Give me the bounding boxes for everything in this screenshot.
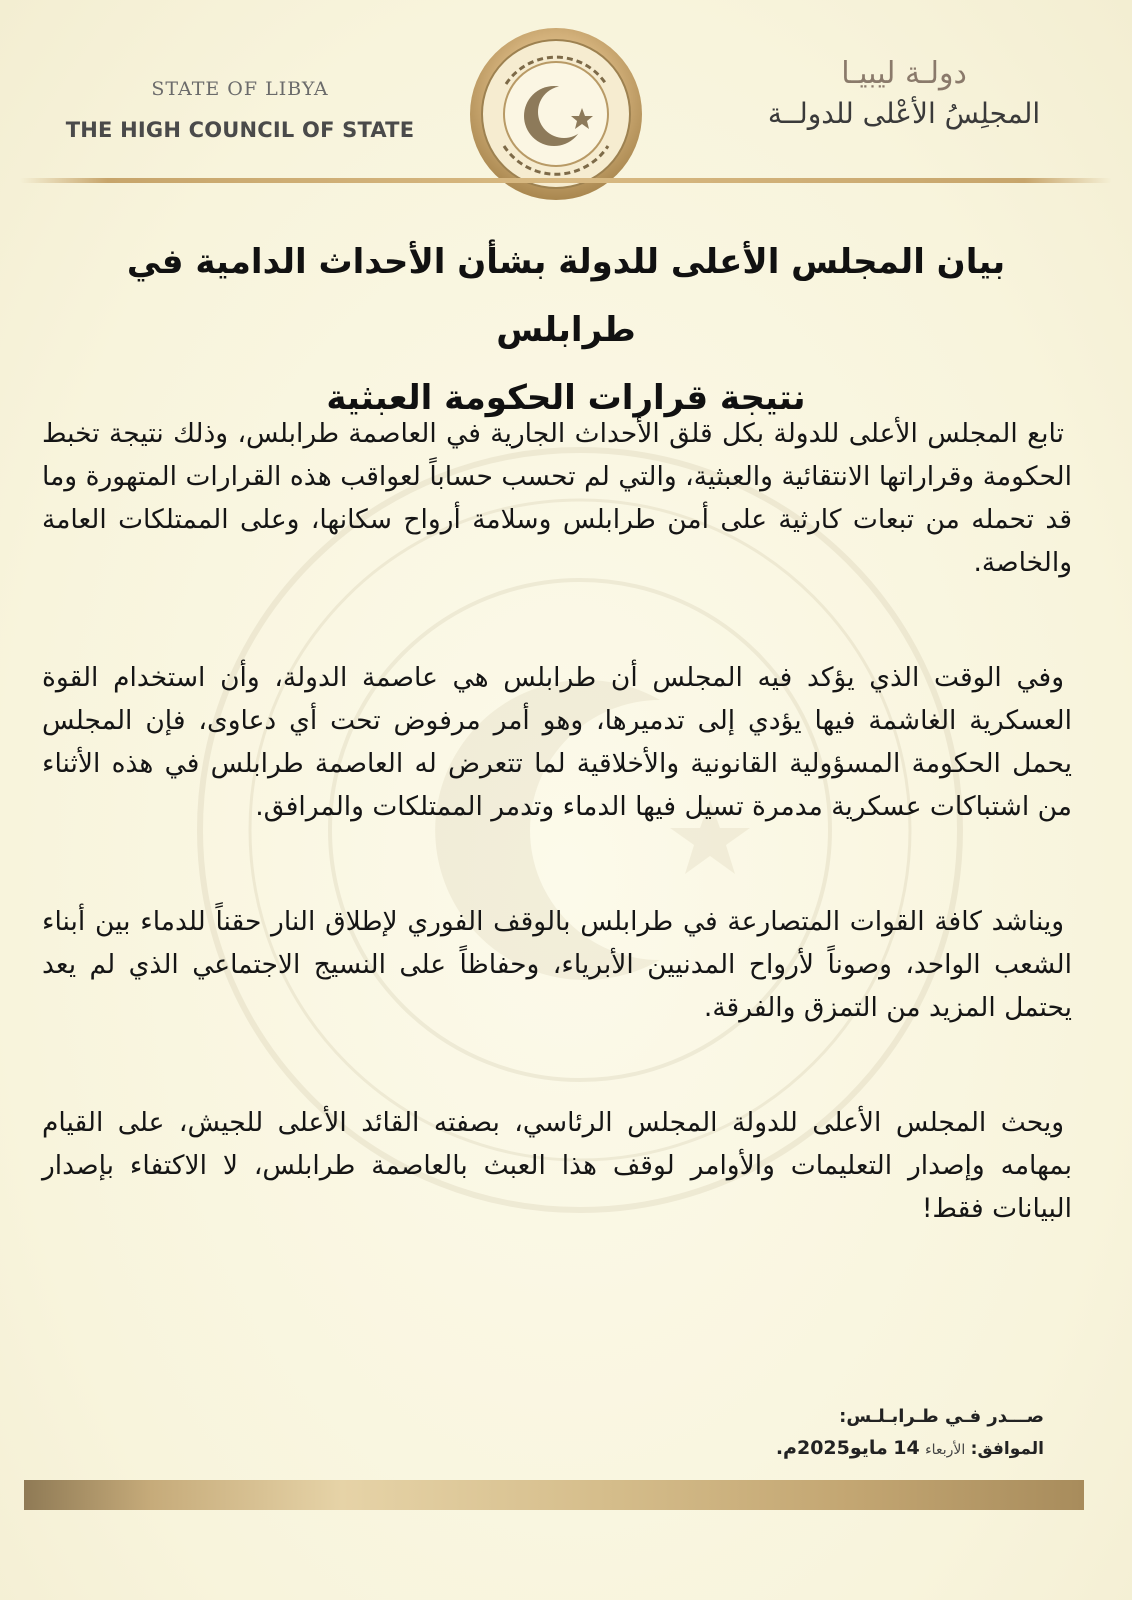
issue-info [704, 1406, 1044, 1459]
paragraph: ويناشد كافة القوات المتصارعة في طرابلس بالوقف الفوري لإطلاق النار حقناً للدماء بين أبناء الشعب الواحد، وصوناً لأرواح المدنيين الأبرياء، وحفاظاً على النسيج الاجتماعي الذي لم يعد يحتمل المزيد من التمزق والفرقة. [42, 906, 1072, 1023]
header-divider [20, 178, 1112, 183]
arabic-council-name: المجلِسُ الأعْلى للدولــة [767, 97, 1041, 130]
header-arabic [734, 56, 1074, 130]
header-english [40, 70, 440, 142]
day-number: 14 [893, 1437, 920, 1459]
issued-in-label: صـــدر فـي طـرابـلـس: [839, 1406, 1044, 1427]
paragraph: تابع المجلس الأعلى للدولة بكل قلق الأحداث الجارية في العاصمة طرابلس، وذلك نتيجة تخبط الحكومة وقراراتها الانتقائية والعبثية، والتي لم تحسب حساباً لعواقب هذه القرارات المتهورة وما قد تحمله من تبعات كارثية على أمن طرابلس وسلامة أرواح سكانها، وعلى الممتلكات العامة والخاصة. [42, 418, 1072, 578]
footer-gold-bar [24, 1480, 1084, 1510]
title-line-1: بيان المجلس الأعلى للدولة بشأن الأحداث الدامية في طرابلس [126, 242, 1006, 350]
arabic-state-name: دولـة ليبيـا [841, 56, 967, 91]
issue-date [704, 1437, 1044, 1459]
english-state-name: STATE OF LIBYA [151, 78, 329, 100]
month-year: مايو2025م. [775, 1437, 888, 1459]
paragraph: ويحث المجلس الأعلى للدولة المجلس الرئاسي، بصفته القائد الأعلى للجيش، على القيام بمهامه وإصدار التعليمات والأوامر لوقف هذا العبث بالعاصمة طرابلس، لا الاكتفاء بإصدار البيانات فقط! [42, 1107, 1072, 1224]
date-label: الموافق: [970, 1439, 1044, 1459]
paragraph: وفي الوقت الذي يؤكد فيه المجلس أن طرابلس هي عاصمة الدولة، وأن استخدام القوة العسكرية الغاشمة فيها يؤدي إلى تدميرها، وهو أمر مرفوض تحت أي دعاوى، فإن المجلس يحمل الحكومة المسؤولية القانونية والأخلاقية لما تتعرض له العاصمة طرابلس في هذه الأثناء من اشتباكات عسكرية مدمرة تسيل فيها الدماء وتدمر الممتلكات والمرافق. [42, 662, 1072, 822]
day-name: الأربعاء [925, 1442, 966, 1458]
title-line-2: نتيجة قرارات الحكومة العبثية [326, 378, 806, 418]
crescent-star-seal-icon [466, 24, 646, 204]
statement-title [60, 228, 1072, 432]
english-council-name: THE HIGH COUNCIL OF STATE [65, 118, 415, 142]
statement-body [42, 412, 1072, 1302]
